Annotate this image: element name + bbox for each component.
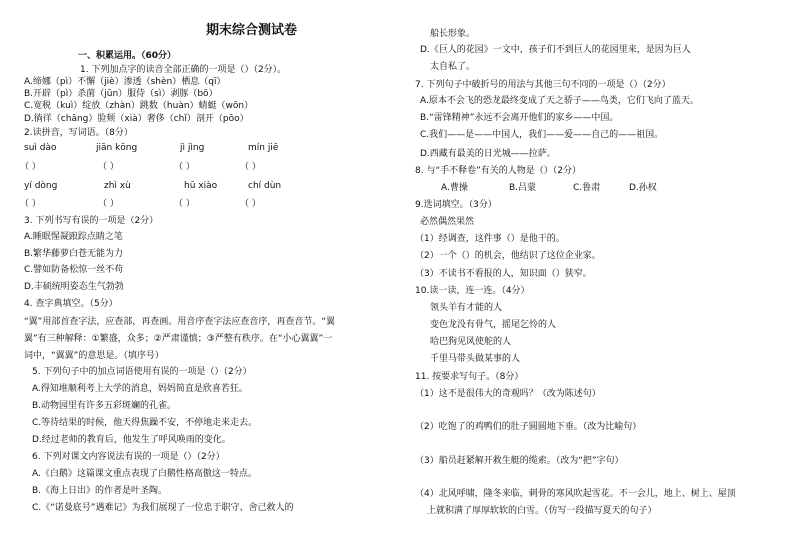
q1-stem: 1. 下列加点字的读音全部正确的一项是（）（2分）。 (80, 65, 287, 75)
q8-stem: 8. 与“手不释卷”有关的人物是（）（2分） (415, 166, 581, 176)
q5-option-a: A.得知堆顺利考上大学的消息，妈妈简直是欣喜若狂。 (32, 384, 248, 394)
answer-blank: （ ） (240, 199, 261, 209)
pinyin-1: suì dào (24, 143, 57, 153)
q11-stem: 11. 按要求写句子。（8分） (415, 372, 524, 382)
page-title: 期末综合测试卷 (206, 23, 298, 38)
q9-sentence-2: （2）一个（）的机会，他结识了这位企业家。 (415, 251, 601, 261)
q5-stem: 5. 下列句子中的加点词语使用有误的一项是（）（2分） (32, 367, 252, 377)
q6-option-c-continued: 船长形象。 (430, 29, 476, 39)
q6-option-c: C.《“诺曼底号”遇难记》为我们展现了一位忠于职守、舍己救人的 (32, 503, 294, 513)
q11-sentence-1: （1）这不是很伟大的奇观吗？（改为陈述句） (415, 389, 601, 399)
answer-blank: （ ） (98, 162, 119, 172)
q9-sentence-1: （1）经调查，这件事（）是他干的。 (415, 234, 565, 244)
q10-item-3: 哈巴狗见风使舵的人 (430, 337, 512, 347)
q5-option-c: C.等待结果的时候，他天得焦躁不安，不停地走来走去。 (32, 418, 258, 428)
q10-item-2: 变色龙没有骨气，摇尾乞怜的人 (430, 320, 557, 330)
answer-blank: （ ） (98, 199, 119, 209)
q7-option-c: C.我们——是——中国人，我们——爱——自己的——祖国。 (420, 130, 664, 140)
q11-sentence-4: （4）北风呼啸，隆冬来临，刺骨的寒风吹起雪花。不一会儿，地上、树上、屋顶 (415, 489, 736, 499)
pinyin-4: mín jiē (248, 143, 279, 153)
q7-stem: 7. 下列句子中破折号的用法与其他三句不同的一项是（）（2分） (415, 80, 671, 90)
answer-blank: （ ） (174, 162, 195, 172)
q8-option-b: B.吕蒙 (509, 183, 537, 193)
q7-option-a: A.原本不会飞的恐龙最终变成了天之骄子——鸟类，它们飞向了蓝天。 (420, 96, 699, 106)
q6-option-d-continued: 太自私了。 (430, 62, 476, 72)
pinyin-6: zhì xù (104, 181, 131, 191)
section-heading: 一、积累运用。（60分） (78, 51, 177, 61)
q6-option-a: A.《白鹅》这篇课文重点表现了白鹅性格高傲这一特点。 (32, 469, 257, 479)
right-column (405, 0, 794, 550)
q3-option-d: D.丰硕统明姿态生气勃勃 (24, 282, 124, 292)
q8-option-d: D.孙权 (629, 183, 657, 193)
q10-item-4: 千里马带头做某事的人 (430, 354, 521, 364)
q5-option-b: B.动物园里有许多五彩斑斓的孔雀。 (32, 401, 177, 411)
q10-stem: 10.读一读，连一连。（4分） (415, 286, 530, 296)
q1-option-b: B.开辟（pì）杀菌（jūn）服侍（sì）剥豚（bō） (24, 89, 218, 99)
q11-sentence-4-continued: 上就积满了厚厚软软的白雪。（仿写一段描写夏天的句子） (427, 506, 657, 516)
q5-option-d: D.经过老师的教育后，他发生了呼风唤雨的变化。 (32, 435, 231, 445)
q4-line-2: 翼”有三种解释：①繁盛，众多；②严肃谨慎；③严整有秩序。在“小心翼翼”一 (24, 334, 333, 344)
pinyin-5: yí dòng (24, 181, 58, 191)
q6-stem: 6. 下列对课文内容说法有误的一项是（）（2分） (32, 452, 225, 462)
q10-item-1: 领头羊有才能的人 (430, 303, 503, 313)
answer-blank: （ ） (20, 162, 41, 172)
answer-blank: （ ） (240, 162, 261, 172)
q3-option-b: B.繁华藤萝白苍无能为力 (24, 249, 124, 259)
q3-option-a: A.睡眠惺凝踉踪点睛之笔 (24, 232, 123, 242)
q3-option-c: C.譬如防备松惊一丝不苟 (24, 265, 124, 275)
q9-word-bank: 必然偶然果然 (420, 217, 475, 227)
q4-stem: 4. 查字典填空。（5分） (24, 299, 118, 309)
q1-option-d: D.徜徉（chāng）脸颊（xià）奢侈（chǐ）剖开（pōo） (24, 114, 249, 124)
q3-stem: 3. 下列书写有误的一项是（2分） (24, 216, 159, 226)
pinyin-2: jiān kōng (96, 143, 138, 153)
q11-sentence-2: （2）吃饱了的鸡鸭们的肚子圆圆地下垂。（改为比喻句） (415, 422, 642, 432)
q2-stem: 2.读拼音，写词语。（8分） (24, 128, 133, 138)
pinyin-7: hū xiào (184, 181, 218, 191)
answer-blank: （ ） (174, 199, 195, 209)
q4-line-1: “翼”用部首查字法，应查部，再查画。用音序查字法应查音序，再查音节。“翼 (24, 317, 335, 327)
pinyin-8: chí dùn (248, 181, 282, 191)
q1-option-a: A.缔娜（pì）不懈（jiè）渗透（shèn）栖息（qī） (24, 77, 226, 87)
q8-option-c: C.鲁肃 (573, 183, 601, 193)
answer-blank: （ ） (20, 199, 41, 209)
q8-option-a: A.曹操 (441, 183, 468, 193)
q4-line-3: 词中，“翼翼”的意思是。（填序号） (24, 351, 164, 361)
q9-stem: 9.选词填空。（3分） (415, 200, 497, 210)
q1-option-c: C.宽税（kuì）绽放（zhàn）跳数（huàn）蜻蜓（wōn） (24, 101, 254, 111)
q7-option-b: B.“雷锋精神”永远不会离开他们的家乡——中国。 (420, 113, 619, 123)
q9-sentence-3: （3）不读书不看报的人，知识面（）狭窄。 (415, 269, 592, 279)
q7-option-d: D.西藏有最美的日光城——拉萨。 (420, 149, 556, 159)
pinyin-3: jì jìng (180, 143, 205, 153)
q11-sentence-3: （3）船员赶紧解开救生艇的缆索。（改为“把”字句） (415, 456, 624, 466)
q6-option-d: D.《巨人的花园》一文中，孩子们不到巨人的花园里来，是因为巨人 (420, 45, 691, 55)
q6-option-b: B.《海上日出》的作者是叶圣陶。 (32, 486, 168, 496)
